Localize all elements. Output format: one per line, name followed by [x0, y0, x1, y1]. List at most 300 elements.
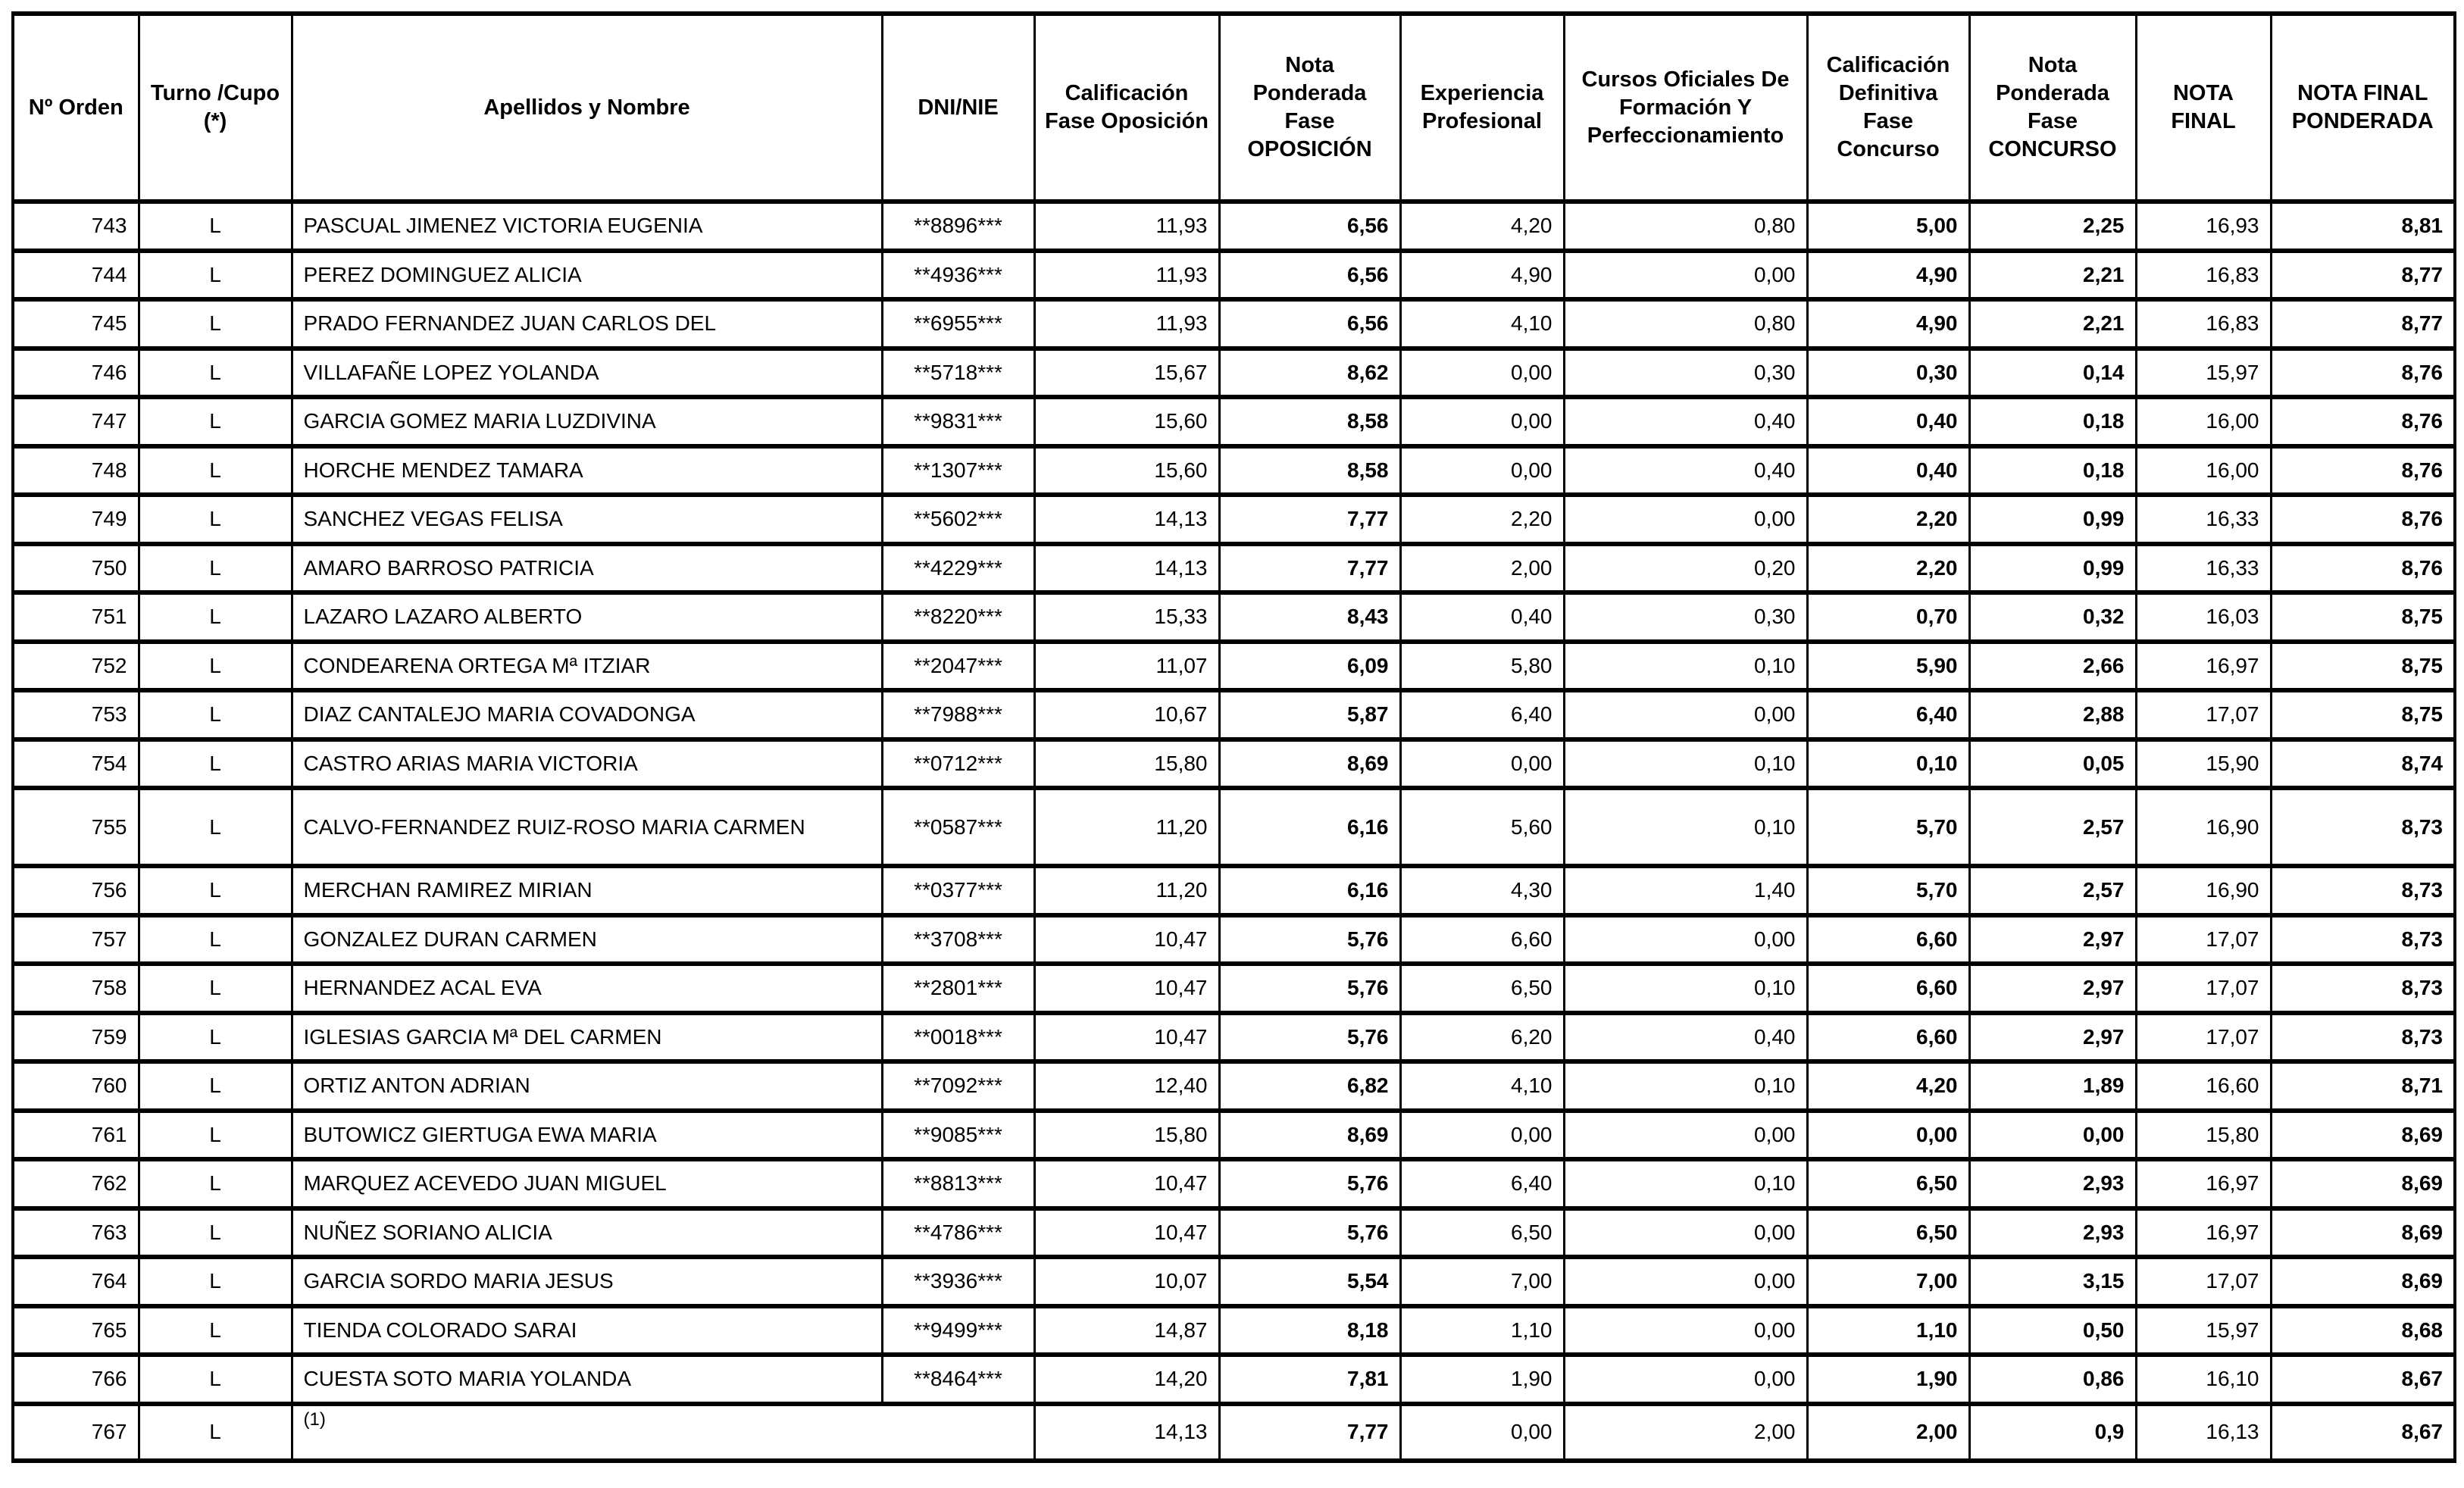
cell-calif-concurso: 0,30 [1807, 349, 1969, 398]
cell-pond-concurso: 2,97 [1969, 915, 2136, 964]
cell-experiencia: 0,00 [1400, 446, 1564, 495]
cell-pond-oposicion: 7,77 [1219, 495, 1400, 544]
cell-dni: **6955*** [882, 299, 1034, 349]
col-header-pond-oposicion: Nota Ponderada Fase OPOSICIÓN [1219, 14, 1400, 202]
cell-nota-final-ponderada: 8,73 [2271, 915, 2455, 964]
cell-pond-oposicion: 6,09 [1219, 642, 1400, 691]
cell-orden: 758 [13, 964, 139, 1013]
table-row [13, 592, 2455, 642]
cell-calif-oposicion: 14,13 [1034, 1404, 1219, 1461]
cell-orden: 763 [13, 1208, 139, 1258]
cell-calif-concurso: 1,10 [1807, 1306, 1969, 1355]
cell-dni: **8220*** [882, 592, 1034, 642]
cell-pond-oposicion: 8,69 [1219, 739, 1400, 789]
table-row [13, 202, 2455, 251]
cell-nota-final: 16,90 [2136, 788, 2271, 866]
col-header-orden: Nº Orden [13, 14, 139, 202]
cell-calif-concurso: 2,00 [1807, 1404, 1969, 1461]
cell-nota-final-ponderada: 8,69 [2271, 1111, 2455, 1160]
col-header-nota-final: NOTA FINAL [2136, 14, 2271, 202]
cell-nombre: PEREZ DOMINGUEZ ALICIA [292, 251, 882, 300]
cell-pond-oposicion: 8,62 [1219, 349, 1400, 398]
cell-orden: 759 [13, 1013, 139, 1062]
cell-cursos: 0,30 [1564, 349, 1807, 398]
cell-calif-oposicion: 15,80 [1034, 1111, 1219, 1160]
table-row [13, 1061, 2455, 1111]
cell-experiencia: 1,90 [1400, 1355, 1564, 1404]
cell-nota-final: 16,03 [2136, 592, 2271, 642]
cell-calif-concurso: 4,90 [1807, 299, 1969, 349]
cell-nota-final: 16,83 [2136, 299, 2271, 349]
cell-orden: 767 [13, 1404, 139, 1461]
cell-calif-concurso: 7,00 [1807, 1257, 1969, 1306]
cell-nombre: HERNANDEZ ACAL EVA [292, 964, 882, 1013]
cell-turno: L [139, 397, 292, 446]
cell-turno: L [139, 446, 292, 495]
cell-calif-oposicion: 15,60 [1034, 446, 1219, 495]
cell-calif-oposicion: 10,47 [1034, 964, 1219, 1013]
cell-nombre: DIAZ CANTALEJO MARIA COVADONGA [292, 690, 882, 739]
cell-calif-concurso: 0,00 [1807, 1111, 1969, 1160]
cell-nota-final-ponderada: 8,76 [2271, 446, 2455, 495]
cell-experiencia: 7,00 [1400, 1257, 1564, 1306]
cell-nombre: GONZALEZ DURAN CARMEN [292, 915, 882, 964]
cell-cursos: 0,00 [1564, 251, 1807, 300]
cell-turno: L [139, 739, 292, 789]
cell-calif-concurso: 0,40 [1807, 446, 1969, 495]
cell-orden: 755 [13, 788, 139, 866]
cell-orden: 765 [13, 1306, 139, 1355]
cell-orden: 762 [13, 1159, 139, 1208]
cell-nombre: TIENDA COLORADO SARAI [292, 1306, 882, 1355]
col-header-turno: Turno /Cupo (*) [139, 14, 292, 202]
cell-nota-final: 17,07 [2136, 690, 2271, 739]
cell-experiencia: 4,10 [1400, 299, 1564, 349]
cell-orden: 754 [13, 739, 139, 789]
cell-turno: L [139, 202, 292, 251]
cell-calif-oposicion: 11,93 [1034, 299, 1219, 349]
cell-orden: 760 [13, 1061, 139, 1111]
cell-nombre: MARQUEZ ACEVEDO JUAN MIGUEL [292, 1159, 882, 1208]
cell-experiencia: 4,20 [1400, 202, 1564, 251]
cell-dni: **8464*** [882, 1355, 1034, 1404]
cell-pond-concurso: 1,89 [1969, 1061, 2136, 1111]
cell-cursos: 0,10 [1564, 739, 1807, 789]
cell-experiencia: 4,90 [1400, 251, 1564, 300]
cell-nombre: GARCIA GOMEZ MARIA LUZDIVINA [292, 397, 882, 446]
cell-orden: 748 [13, 446, 139, 495]
cell-pond-oposicion: 5,87 [1219, 690, 1400, 739]
cell-nota-final: 17,07 [2136, 915, 2271, 964]
cell-cursos: 0,40 [1564, 446, 1807, 495]
cell-pond-oposicion: 5,76 [1219, 1159, 1400, 1208]
cell-pond-oposicion: 5,54 [1219, 1257, 1400, 1306]
cell-nota-final: 16,33 [2136, 495, 2271, 544]
cell-orden: 751 [13, 592, 139, 642]
cell-pond-concurso: 2,57 [1969, 866, 2136, 915]
cell-cursos: 0,10 [1564, 1159, 1807, 1208]
cell-dni: **0587*** [882, 788, 1034, 866]
col-header-nota-final-ponderada: NOTA FINAL PONDERADA [2271, 14, 2455, 202]
cell-orden: 750 [13, 544, 139, 593]
cell-nota-final: 16,97 [2136, 1208, 2271, 1258]
cell-calif-concurso: 5,70 [1807, 788, 1969, 866]
cell-cursos: 0,00 [1564, 1111, 1807, 1160]
cell-experiencia: 0,00 [1400, 349, 1564, 398]
cell-pond-concurso: 0,9 [1969, 1404, 2136, 1461]
cell-calif-oposicion: 15,67 [1034, 349, 1219, 398]
cell-experiencia: 4,30 [1400, 866, 1564, 915]
cell-dni: **7092*** [882, 1061, 1034, 1111]
cell-calif-oposicion: 14,13 [1034, 495, 1219, 544]
cell-pond-concurso: 2,97 [1969, 1013, 2136, 1062]
table-row [13, 1257, 2455, 1306]
cell-calif-oposicion: 10,47 [1034, 1013, 1219, 1062]
cell-pond-oposicion: 6,56 [1219, 299, 1400, 349]
cell-dni: **2801*** [882, 964, 1034, 1013]
cell-nota-final: 16,97 [2136, 642, 2271, 691]
cell-turno: L [139, 299, 292, 349]
cell-nombre: VILLAFAÑE LOPEZ YOLANDA [292, 349, 882, 398]
cell-nota-final-ponderada: 8,67 [2271, 1355, 2455, 1404]
cell-nombre: CUESTA SOTO MARIA YOLANDA [292, 1355, 882, 1404]
cell-nota-final-ponderada: 8,75 [2271, 690, 2455, 739]
table-row [13, 544, 2455, 593]
cell-turno: L [139, 915, 292, 964]
cell-cursos: 0,10 [1564, 964, 1807, 1013]
cell-calif-concurso: 0,10 [1807, 739, 1969, 789]
cell-turno: L [139, 592, 292, 642]
cell-nota-final-ponderada: 8,69 [2271, 1257, 2455, 1306]
cell-cursos: 1,40 [1564, 866, 1807, 915]
cell-dni: **8896*** [882, 202, 1034, 251]
cell-calif-oposicion: 11,93 [1034, 202, 1219, 251]
cell-pond-concurso: 0,99 [1969, 495, 2136, 544]
col-header-experiencia: Experiencia Profesional [1400, 14, 1564, 202]
cell-cursos: 0,40 [1564, 397, 1807, 446]
cell-pond-concurso: 2,57 [1969, 788, 2136, 866]
cell-pond-oposicion: 6,16 [1219, 788, 1400, 866]
cell-pond-concurso: 0,05 [1969, 739, 2136, 789]
cell-calif-concurso: 5,70 [1807, 866, 1969, 915]
cell-nombre: HORCHE MENDEZ TAMARA [292, 446, 882, 495]
table-row [13, 446, 2455, 495]
cell-calif-oposicion: 11,93 [1034, 251, 1219, 300]
cell-experiencia: 0,00 [1400, 739, 1564, 789]
cell-pond-oposicion: 8,18 [1219, 1306, 1400, 1355]
cell-orden: 746 [13, 349, 139, 398]
cell-nombre: MERCHAN RAMIREZ MIRIAN [292, 866, 882, 915]
cell-dni: **3936*** [882, 1257, 1034, 1306]
cell-cursos: 0,40 [1564, 1013, 1807, 1062]
cell-calif-concurso: 1,90 [1807, 1355, 1969, 1404]
cell-turno: L [139, 690, 292, 739]
cell-turno: L [139, 544, 292, 593]
cell-pond-concurso: 2,97 [1969, 964, 2136, 1013]
cell-nombre: BUTOWICZ GIERTUGA EWA MARIA [292, 1111, 882, 1160]
cell-calif-oposicion: 15,33 [1034, 592, 1219, 642]
scores-table [11, 11, 2456, 1463]
cell-calif-oposicion: 14,20 [1034, 1355, 1219, 1404]
cell-dni: **4786*** [882, 1208, 1034, 1258]
cell-experiencia: 2,00 [1400, 544, 1564, 593]
table-row [13, 1208, 2455, 1258]
cell-turno: L [139, 1355, 292, 1404]
cell-calif-oposicion: 11,20 [1034, 866, 1219, 915]
cell-cursos: 0,30 [1564, 592, 1807, 642]
cell-nota-final: 16,10 [2136, 1355, 2271, 1404]
cell-pond-concurso: 2,21 [1969, 251, 2136, 300]
cell-experiencia: 6,20 [1400, 1013, 1564, 1062]
cell-experiencia: 0,40 [1400, 592, 1564, 642]
cell-cursos: 0,20 [1564, 544, 1807, 593]
cell-experiencia: 0,00 [1400, 1111, 1564, 1160]
cell-pond-oposicion: 6,82 [1219, 1061, 1400, 1111]
col-header-cursos: Cursos Oficiales De Formación Y Perfeccionamiento [1564, 14, 1807, 202]
cell-calif-concurso: 0,70 [1807, 592, 1969, 642]
cell-calif-concurso: 5,00 [1807, 202, 1969, 251]
cell-pond-oposicion: 5,76 [1219, 915, 1400, 964]
cell-nota-final-ponderada: 8,73 [2271, 1013, 2455, 1062]
cell-nota-final-ponderada: 8,76 [2271, 495, 2455, 544]
table-row [13, 349, 2455, 398]
cell-pond-oposicion: 7,77 [1219, 1404, 1400, 1461]
cell-nota-final-ponderada: 8,73 [2271, 964, 2455, 1013]
cell-pond-concurso: 2,66 [1969, 642, 2136, 691]
cell-pond-oposicion: 6,56 [1219, 251, 1400, 300]
cell-experiencia: 6,40 [1400, 690, 1564, 739]
cell-experiencia: 2,20 [1400, 495, 1564, 544]
cell-calif-concurso: 4,20 [1807, 1061, 1969, 1111]
cell-dni: **7988*** [882, 690, 1034, 739]
cell-nota-final-ponderada: 8,69 [2271, 1159, 2455, 1208]
cell-nota-final-ponderada: 8,74 [2271, 739, 2455, 789]
cell-nota-final: 17,07 [2136, 1013, 2271, 1062]
cell-turno: L [139, 1257, 292, 1306]
cell-nota-final-ponderada: 8,76 [2271, 397, 2455, 446]
cell-orden: 749 [13, 495, 139, 544]
cell-pond-concurso: 0,00 [1969, 1111, 2136, 1160]
cell-experiencia: 0,00 [1400, 397, 1564, 446]
cell-turno: L [139, 251, 292, 300]
cell-nombre: ORTIZ ANTON ADRIAN [292, 1061, 882, 1111]
cell-pond-concurso: 0,18 [1969, 446, 2136, 495]
cell-calif-oposicion: 10,47 [1034, 1208, 1219, 1258]
cell-nota-final-ponderada: 8,77 [2271, 299, 2455, 349]
cell-cursos: 0,00 [1564, 1355, 1807, 1404]
cell-turno: L [139, 1159, 292, 1208]
col-header-calif-oposicion: Calificación Fase Oposición [1034, 14, 1219, 202]
cell-nota-final-ponderada: 8,71 [2271, 1061, 2455, 1111]
cell-pond-oposicion: 5,76 [1219, 964, 1400, 1013]
cell-orden: 764 [13, 1257, 139, 1306]
cell-calif-oposicion: 14,87 [1034, 1306, 1219, 1355]
cell-nombre: GARCIA SORDO MARIA JESUS [292, 1257, 882, 1306]
cell-cursos: 0,00 [1564, 915, 1807, 964]
table-row [13, 642, 2455, 691]
table-row [13, 495, 2455, 544]
cell-nombre: IGLESIAS GARCIA Mª DEL CARMEN [292, 1013, 882, 1062]
cell-calif-oposicion: 10,47 [1034, 1159, 1219, 1208]
cell-calif-oposicion: 10,67 [1034, 690, 1219, 739]
cell-pond-concurso: 2,25 [1969, 202, 2136, 251]
cell-nombre: PASCUAL JIMENEZ VICTORIA EUGENIA [292, 202, 882, 251]
cell-nota-final: 15,90 [2136, 739, 2271, 789]
cell-turno: L [139, 964, 292, 1013]
cell-nota-final-ponderada: 8,73 [2271, 866, 2455, 915]
cell-nota-final-ponderada: 8,68 [2271, 1306, 2455, 1355]
cell-experiencia: 6,60 [1400, 915, 1564, 964]
cell-nota-final-ponderada: 8,77 [2271, 251, 2455, 300]
cell-cursos: 0,00 [1564, 495, 1807, 544]
table-row [13, 1159, 2455, 1208]
cell-nota-final-ponderada: 8,67 [2271, 1404, 2455, 1461]
cell-cursos: 2,00 [1564, 1404, 1807, 1461]
cell-nombre: CASTRO ARIAS MARIA VICTORIA [292, 739, 882, 789]
cell-dni: **0018*** [882, 1013, 1034, 1062]
cell-calif-concurso: 6,60 [1807, 1013, 1969, 1062]
cell-calif-concurso: 6,50 [1807, 1159, 1969, 1208]
cell-pond-concurso: 3,15 [1969, 1257, 2136, 1306]
cell-pond-oposicion: 6,56 [1219, 202, 1400, 251]
table-row [13, 1111, 2455, 1160]
table-row [13, 788, 2455, 866]
header-row [13, 14, 2455, 202]
cell-calif-concurso: 2,20 [1807, 544, 1969, 593]
cell-footnote: (1) [292, 1404, 1034, 1461]
cell-dni: **0712*** [882, 739, 1034, 789]
table-row [13, 397, 2455, 446]
cell-dni: **2047*** [882, 642, 1034, 691]
cell-cursos: 0,00 [1564, 1208, 1807, 1258]
cell-pond-oposicion: 8,69 [1219, 1111, 1400, 1160]
cell-orden: 752 [13, 642, 139, 691]
cell-cursos: 0,80 [1564, 202, 1807, 251]
cell-nombre: CONDEARENA ORTEGA Mª ITZIAR [292, 642, 882, 691]
cell-pond-concurso: 2,93 [1969, 1159, 2136, 1208]
cell-orden: 753 [13, 690, 139, 739]
cell-dni: **1307*** [882, 446, 1034, 495]
cell-dni: **0377*** [882, 866, 1034, 915]
cell-cursos: 0,10 [1564, 642, 1807, 691]
cell-pond-oposicion: 8,58 [1219, 397, 1400, 446]
cell-orden: 756 [13, 866, 139, 915]
cell-pond-oposicion: 6,16 [1219, 866, 1400, 915]
cell-turno: L [139, 349, 292, 398]
cell-nombre: CALVO-FERNANDEZ RUIZ-ROSO MARIA CARMEN [292, 788, 882, 866]
cell-nota-final-ponderada: 8,73 [2271, 788, 2455, 866]
cell-calif-concurso: 4,90 [1807, 251, 1969, 300]
cell-turno: L [139, 1208, 292, 1258]
cell-experiencia: 6,50 [1400, 964, 1564, 1013]
col-header-calif-concurso: Calificación Definitiva Fase Concurso [1807, 14, 1969, 202]
cell-experiencia: 5,80 [1400, 642, 1564, 691]
cell-pond-concurso: 2,93 [1969, 1208, 2136, 1258]
cell-turno: L [139, 495, 292, 544]
cell-pond-oposicion: 7,81 [1219, 1355, 1400, 1404]
cell-experiencia: 4,10 [1400, 1061, 1564, 1111]
cell-pond-concurso: 0,18 [1969, 397, 2136, 446]
cell-calif-concurso: 2,20 [1807, 495, 1969, 544]
cell-dni: **5718*** [882, 349, 1034, 398]
cell-turno: L [139, 1061, 292, 1111]
cell-pond-concurso: 0,99 [1969, 544, 2136, 593]
col-header-dni: DNI/NIE [882, 14, 1034, 202]
cell-nombre: NUÑEZ SORIANO ALICIA [292, 1208, 882, 1258]
cell-pond-oposicion: 8,58 [1219, 446, 1400, 495]
cell-dni: **9831*** [882, 397, 1034, 446]
cell-nota-final-ponderada: 8,69 [2271, 1208, 2455, 1258]
cell-nombre: SANCHEZ VEGAS FELISA [292, 495, 882, 544]
cell-orden: 747 [13, 397, 139, 446]
col-header-pond-concurso: Nota Ponderada Fase CONCURSO [1969, 14, 2136, 202]
cell-cursos: 0,00 [1564, 690, 1807, 739]
cell-nota-final: 15,80 [2136, 1111, 2271, 1160]
cell-cursos: 0,10 [1564, 788, 1807, 866]
cell-calif-concurso: 0,40 [1807, 397, 1969, 446]
cell-nota-final: 16,00 [2136, 397, 2271, 446]
cell-pond-concurso: 0,14 [1969, 349, 2136, 398]
table-row [13, 1355, 2455, 1404]
col-header-nombre: Apellidos y Nombre [292, 14, 882, 202]
cell-nota-final: 16,13 [2136, 1404, 2271, 1461]
cell-nota-final: 15,97 [2136, 1306, 2271, 1355]
cell-experiencia: 1,10 [1400, 1306, 1564, 1355]
cell-orden: 743 [13, 202, 139, 251]
cell-calif-oposicion: 14,13 [1034, 544, 1219, 593]
cell-pond-oposicion: 7,77 [1219, 544, 1400, 593]
table-row [13, 866, 2455, 915]
cell-pond-concurso: 2,21 [1969, 299, 2136, 349]
cell-turno: L [139, 788, 292, 866]
cell-orden: 744 [13, 251, 139, 300]
cell-cursos: 0,80 [1564, 299, 1807, 349]
cell-calif-concurso: 6,60 [1807, 964, 1969, 1013]
cell-nota-final: 16,90 [2136, 866, 2271, 915]
table-row [13, 299, 2455, 349]
cell-calif-oposicion: 12,40 [1034, 1061, 1219, 1111]
cell-nota-final: 15,97 [2136, 349, 2271, 398]
cell-nombre: AMARO BARROSO PATRICIA [292, 544, 882, 593]
cell-experiencia: 6,40 [1400, 1159, 1564, 1208]
cell-pond-concurso: 0,50 [1969, 1306, 2136, 1355]
cell-calif-concurso: 6,40 [1807, 690, 1969, 739]
table-row [13, 739, 2455, 789]
cell-nota-final: 16,93 [2136, 202, 2271, 251]
cell-turno: L [139, 1404, 292, 1461]
cell-nota-final: 16,33 [2136, 544, 2271, 593]
table-row [13, 1306, 2455, 1355]
cell-turno: L [139, 1013, 292, 1062]
cell-dni: **4229*** [882, 544, 1034, 593]
cell-nota-final: 16,83 [2136, 251, 2271, 300]
cell-calif-oposicion: 15,60 [1034, 397, 1219, 446]
cell-calif-oposicion: 10,47 [1034, 915, 1219, 964]
cell-turno: L [139, 1111, 292, 1160]
cell-nota-final-ponderada: 8,76 [2271, 544, 2455, 593]
table-row [13, 1404, 2455, 1461]
cell-nota-final: 17,07 [2136, 964, 2271, 1013]
cell-nombre: PRADO FERNANDEZ JUAN CARLOS DEL [292, 299, 882, 349]
cell-dni: **3708*** [882, 915, 1034, 964]
cell-turno: L [139, 642, 292, 691]
cell-dni: **9499*** [882, 1306, 1034, 1355]
cell-orden: 745 [13, 299, 139, 349]
cell-dni: **4936*** [882, 251, 1034, 300]
table-row [13, 915, 2455, 964]
cell-nota-final-ponderada: 8,81 [2271, 202, 2455, 251]
cell-experiencia: 6,50 [1400, 1208, 1564, 1258]
